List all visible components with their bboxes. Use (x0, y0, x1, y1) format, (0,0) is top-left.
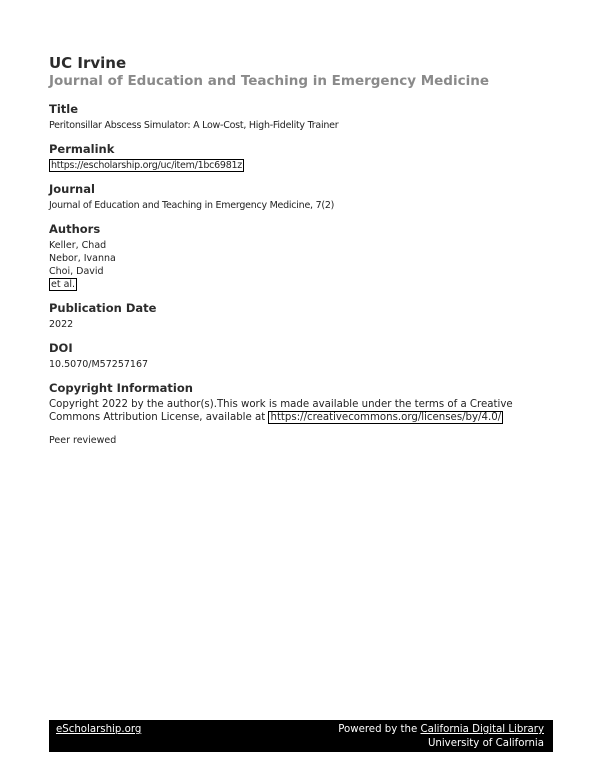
publication-date-label: Publication Date (49, 301, 157, 315)
copyright-section (49, 381, 559, 424)
author-item: Choi, David (49, 266, 104, 277)
copyright-text (49, 398, 559, 424)
author-item: Nebor, Ivanna (49, 253, 116, 264)
authors-section (49, 222, 559, 291)
et-al-link[interactable]: et al. (51, 279, 76, 290)
powered-by-line (338, 723, 544, 737)
title-section (49, 102, 559, 132)
powered-by-text: Powered by the (338, 724, 421, 735)
escholarship-link[interactable]: eScholarship.org (56, 724, 142, 735)
publication-date-value: 2022 (49, 319, 74, 330)
institution-name: UC Irvine (49, 54, 127, 72)
journal-value: Journal of Education and Teaching in Emergency Medicine, 7(2) (49, 200, 335, 211)
footer-credits (338, 723, 544, 751)
title-label: Title (49, 102, 79, 116)
doi-label: DOI (49, 341, 73, 355)
journal-section (49, 182, 559, 212)
license-link[interactable]: https://creativecommons.org/licenses/by/4.0/ (270, 412, 502, 423)
cdl-link[interactable]: California Digital Library (420, 724, 544, 735)
document-page (49, 54, 559, 447)
permalink-link[interactable]: https://escholarship.org/uc/item/1bc6981z (51, 160, 243, 171)
copyright-text-body: Copyright 2022 by the author(s).This work is made available under the terms of a Creative Commons Attribution License, available at (49, 399, 513, 423)
publication-date-section (49, 301, 559, 331)
copyright-label: Copyright Information (49, 381, 193, 395)
footer-bar (49, 720, 553, 752)
permalink-label: Permalink (49, 142, 115, 156)
doi-section (49, 341, 559, 371)
title-value: Peritonsillar Abscess Simulator: A Low-Cost, High-Fidelity Trainer (49, 120, 339, 131)
peer-review-status: Peer reviewed (49, 435, 117, 446)
journal-label: Journal (49, 182, 95, 196)
university-name: University of California (427, 738, 544, 749)
authors-label: Authors (49, 222, 101, 236)
author-item: Keller, Chad (49, 240, 107, 251)
journal-name-header: Journal of Education and Teaching in Emergency Medicine (49, 73, 489, 89)
permalink-section (49, 142, 559, 172)
doi-value: 10.5070/M57257167 (49, 359, 149, 370)
